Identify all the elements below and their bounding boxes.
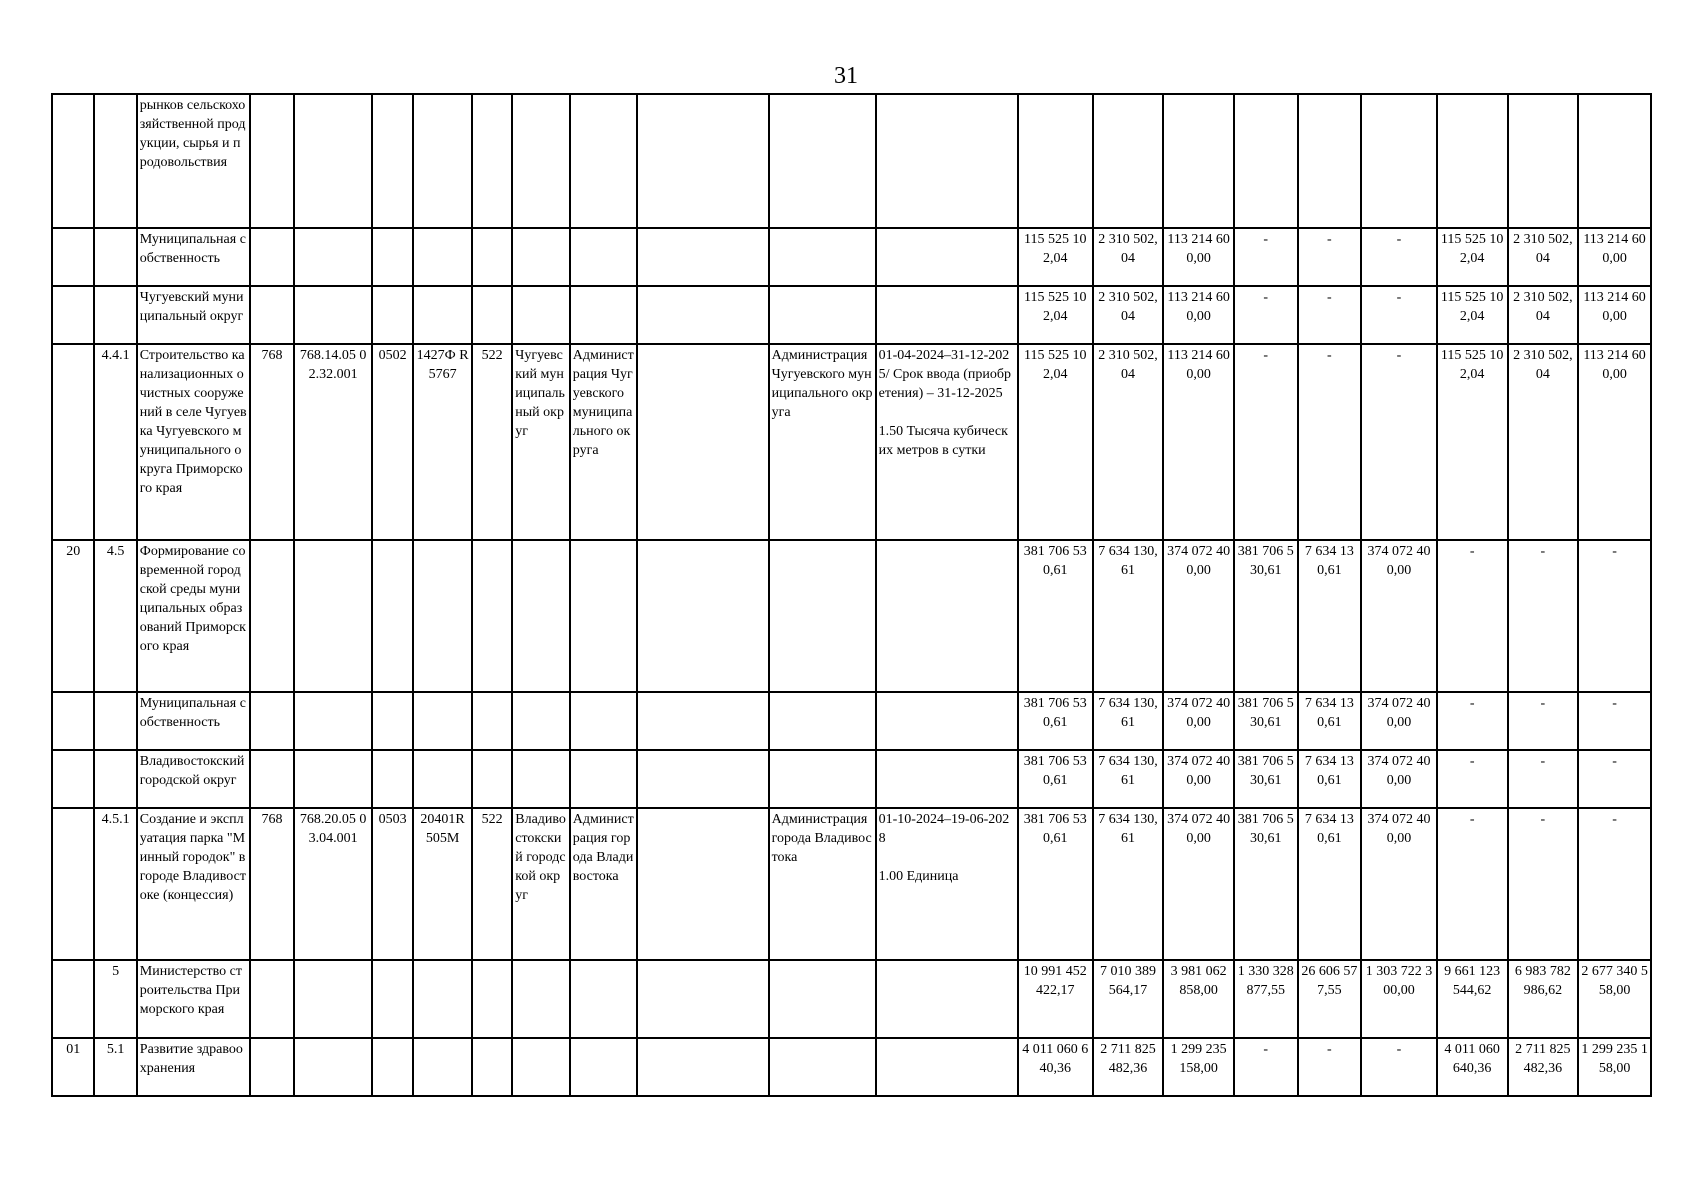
amount-cell: -: [1298, 344, 1362, 540]
amount-cell: -: [1234, 344, 1298, 540]
amount-cell: 9 661 123 544,62: [1437, 960, 1508, 1038]
amount-cell: 115 525 102,04: [1018, 286, 1093, 344]
amount-cell: 374 072 400,00: [1361, 750, 1437, 808]
dates-capacity: [876, 94, 1018, 228]
expense-type: [472, 750, 512, 808]
npa-code: [294, 94, 372, 228]
table-row: [52, 808, 1651, 960]
section-subsection: [372, 94, 413, 228]
grbs-code: [250, 1038, 294, 1096]
expense-type: 522: [472, 808, 512, 960]
amount-cell: 115 525 102,04: [1018, 344, 1093, 540]
section-subsection: 0502: [372, 344, 413, 540]
target-article: [413, 94, 472, 228]
amount-cell: 7 634 130,61: [1093, 808, 1164, 960]
customer: [769, 540, 876, 692]
amount-cell: 381 706 530,61: [1018, 750, 1093, 808]
amount-cell: -: [1361, 286, 1437, 344]
section-subsection: [372, 286, 413, 344]
target-article: [413, 286, 472, 344]
amount-cell: 2 711 825 482,36: [1508, 1038, 1579, 1096]
amount-cell: -: [1234, 228, 1298, 286]
grbs-code: [250, 286, 294, 344]
amount-cell: -: [1361, 228, 1437, 286]
amount-cell: 113 214 600,00: [1578, 286, 1651, 344]
amount-cell: -: [1578, 540, 1651, 692]
amount-cell: 7 634 130,61: [1298, 540, 1362, 692]
dates-capacity: [876, 1038, 1018, 1096]
object-name: Чугуевский муниципальный округ: [137, 286, 250, 344]
section-subsection: [372, 750, 413, 808]
amount-cell: 7 634 130,61: [1298, 808, 1362, 960]
grbs-code: [250, 960, 294, 1038]
expense-type: [472, 228, 512, 286]
amount-cell: 381 706 530,61: [1018, 808, 1093, 960]
target-article: [413, 540, 472, 692]
expense-type: [472, 1038, 512, 1096]
dates-capacity: [876, 692, 1018, 750]
empty-column: [637, 960, 768, 1038]
empty-column: [637, 750, 768, 808]
municipality: Владивостокский городской округ: [512, 808, 570, 960]
amount-cell: 2 310 502,04: [1093, 228, 1164, 286]
amount-cell: 374 072 400,00: [1163, 692, 1234, 750]
grbs-code: 768: [250, 344, 294, 540]
object-name: Министерство строительства Приморского края: [137, 960, 250, 1038]
section-subsection: [372, 540, 413, 692]
table-row: [52, 540, 1651, 692]
section-code: [94, 750, 136, 808]
amount-cell: 7 010 389 564,17: [1093, 960, 1164, 1038]
dates-capacity: [876, 750, 1018, 808]
npa-code: 768.20.05 03.04.001: [294, 808, 372, 960]
table-row: [52, 94, 1651, 228]
row-number: [52, 692, 94, 750]
dates-capacity: 01-04-2024–31-12-2025/ Срок ввода (приобретения) – 31-12-2025 1.50 Тысяча кубических метров в сутки: [876, 344, 1018, 540]
row-number: [52, 960, 94, 1038]
npa-code: [294, 692, 372, 750]
object-name: Муниципальная собственность: [137, 228, 250, 286]
amount-cell: 2 310 502,04: [1508, 286, 1579, 344]
table-row: [52, 286, 1651, 344]
expense-type: [472, 692, 512, 750]
empty-column: [637, 1038, 768, 1096]
table-row: [52, 692, 1651, 750]
amount-cell: [1361, 94, 1437, 228]
amount-cell: 7 634 130,61: [1093, 540, 1164, 692]
empty-column: [637, 286, 768, 344]
grbs-code: 768: [250, 808, 294, 960]
table-row: [52, 750, 1651, 808]
grbs-code: [250, 228, 294, 286]
amount-cell: 381 706 530,61: [1234, 692, 1298, 750]
section-subsection: [372, 1038, 413, 1096]
amount-cell: [1163, 94, 1234, 228]
recipient: [570, 750, 638, 808]
amount-cell: -: [1437, 692, 1508, 750]
row-number: [52, 286, 94, 344]
municipality: [512, 960, 570, 1038]
amount-cell: 2 310 502,04: [1508, 228, 1579, 286]
amount-cell: 113 214 600,00: [1163, 286, 1234, 344]
amount-cell: [1018, 94, 1093, 228]
section-code: 4.4.1: [94, 344, 136, 540]
amount-cell: -: [1361, 344, 1437, 540]
amount-cell: 7 634 130,61: [1093, 692, 1164, 750]
expense-type: 522: [472, 344, 512, 540]
municipality: [512, 750, 570, 808]
target-article: [413, 750, 472, 808]
dates-capacity: [876, 286, 1018, 344]
amount-cell: 2 310 502,04: [1093, 344, 1164, 540]
amount-cell: 6 983 782 986,62: [1508, 960, 1579, 1038]
empty-column: [637, 692, 768, 750]
dates-capacity: [876, 960, 1018, 1038]
amount-cell: -: [1234, 286, 1298, 344]
amount-cell: -: [1437, 808, 1508, 960]
recipient: [570, 692, 638, 750]
amount-cell: 374 072 400,00: [1163, 808, 1234, 960]
grbs-code: [250, 692, 294, 750]
recipient: Администрация Чугуевского муниципального округа: [570, 344, 638, 540]
expense-type: [472, 960, 512, 1038]
amount-cell: 26 606 577,55: [1298, 960, 1362, 1038]
recipient: [570, 540, 638, 692]
target-article: 1427Ф R5767: [413, 344, 472, 540]
amount-cell: -: [1298, 286, 1362, 344]
section-code: [94, 692, 136, 750]
npa-code: [294, 750, 372, 808]
amount-cell: 115 525 102,04: [1437, 286, 1508, 344]
municipality: [512, 94, 570, 228]
row-number: [52, 750, 94, 808]
customer: [769, 94, 876, 228]
object-name: Создание и эксплуатация парка "Минный городок" в городе Владивостоке (концессия): [137, 808, 250, 960]
amount-cell: -: [1508, 692, 1579, 750]
section-code: 4.5.1: [94, 808, 136, 960]
budget-table: [51, 93, 1652, 1097]
amount-cell: 4 011 060 640,36: [1437, 1038, 1508, 1096]
amount-cell: -: [1437, 750, 1508, 808]
npa-code: [294, 960, 372, 1038]
amount-cell: -: [1508, 540, 1579, 692]
section-code: [94, 94, 136, 228]
object-name: Развитие здравоохранения: [137, 1038, 250, 1096]
amount-cell: -: [1298, 228, 1362, 286]
target-article: [413, 960, 472, 1038]
amount-cell: 115 525 102,04: [1018, 228, 1093, 286]
dates-capacity: 01-10-2024–19-06-2028 1.00 Единица: [876, 808, 1018, 960]
grbs-code: [250, 94, 294, 228]
recipient: [570, 960, 638, 1038]
empty-column: [637, 94, 768, 228]
target-article: 20401R 505M: [413, 808, 472, 960]
amount-cell: 113 214 600,00: [1578, 344, 1651, 540]
section-code: 5.1: [94, 1038, 136, 1096]
amount-cell: [1298, 94, 1362, 228]
recipient: [570, 228, 638, 286]
amount-cell: 381 706 530,61: [1234, 808, 1298, 960]
amount-cell: -: [1578, 750, 1651, 808]
amount-cell: 115 525 102,04: [1437, 228, 1508, 286]
amount-cell: 374 072 400,00: [1361, 540, 1437, 692]
amount-cell: 381 706 530,61: [1234, 750, 1298, 808]
amount-cell: 381 706 530,61: [1018, 692, 1093, 750]
npa-code: [294, 1038, 372, 1096]
municipality: [512, 286, 570, 344]
recipient: [570, 94, 638, 228]
section-code: 5: [94, 960, 136, 1038]
amount-cell: 1 330 328 877,55: [1234, 960, 1298, 1038]
amount-cell: 1 299 235 158,00: [1163, 1038, 1234, 1096]
customer: [769, 1038, 876, 1096]
expense-type: [472, 286, 512, 344]
target-article: [413, 692, 472, 750]
amount-cell: 381 706 530,61: [1018, 540, 1093, 692]
amount-cell: -: [1578, 808, 1651, 960]
amount-cell: 113 214 600,00: [1578, 228, 1651, 286]
amount-cell: -: [1298, 1038, 1362, 1096]
amount-cell: 381 706 530,61: [1234, 540, 1298, 692]
amount-cell: 374 072 400,00: [1361, 808, 1437, 960]
row-number: 20: [52, 540, 94, 692]
municipality: [512, 540, 570, 692]
table-row: [52, 960, 1651, 1038]
amount-cell: -: [1361, 1038, 1437, 1096]
customer: [769, 750, 876, 808]
empty-column: [637, 540, 768, 692]
amount-cell: -: [1437, 540, 1508, 692]
amount-cell: 3 981 062 858,00: [1163, 960, 1234, 1038]
row-number: [52, 94, 94, 228]
dates-capacity: [876, 228, 1018, 286]
amount-cell: 2 310 502,04: [1508, 344, 1579, 540]
npa-code: [294, 540, 372, 692]
amount-cell: 113 214 600,00: [1163, 228, 1234, 286]
section-code: [94, 286, 136, 344]
empty-column: [637, 808, 768, 960]
amount-cell: 2 310 502,04: [1093, 286, 1164, 344]
empty-column: [637, 228, 768, 286]
npa-code: [294, 228, 372, 286]
recipient: [570, 1038, 638, 1096]
amount-cell: [1437, 94, 1508, 228]
amount-cell: -: [1578, 692, 1651, 750]
amount-cell: 374 072 400,00: [1361, 692, 1437, 750]
expense-type: [472, 540, 512, 692]
amount-cell: 115 525 102,04: [1437, 344, 1508, 540]
section-subsection: 0503: [372, 808, 413, 960]
municipality: [512, 228, 570, 286]
npa-code: 768.14.05 02.32.001: [294, 344, 372, 540]
row-number: 01: [52, 1038, 94, 1096]
amount-cell: -: [1508, 808, 1579, 960]
table-row: [52, 344, 1651, 540]
amount-cell: 7 634 130,61: [1093, 750, 1164, 808]
empty-column: [637, 344, 768, 540]
object-name: Строительство канализационных очистных сооружений в селе Чугуевка Чугуевского муниципального округа Приморского края: [137, 344, 250, 540]
amount-cell: 10 991 452 422,17: [1018, 960, 1093, 1038]
dates-capacity: [876, 540, 1018, 692]
amount-cell: 374 072 400,00: [1163, 540, 1234, 692]
npa-code: [294, 286, 372, 344]
table-row: [52, 1038, 1651, 1096]
section-subsection: [372, 692, 413, 750]
amount-cell: 1 299 235 158,00: [1578, 1038, 1651, 1096]
customer: Администрация Чугуевского муниципального округа: [769, 344, 876, 540]
amount-cell: [1234, 94, 1298, 228]
amount-cell: 4 011 060 640,36: [1018, 1038, 1093, 1096]
amount-cell: 7 634 130,61: [1298, 750, 1362, 808]
municipality: [512, 1038, 570, 1096]
amount-cell: 2 677 340 558,00: [1578, 960, 1651, 1038]
section-code: [94, 228, 136, 286]
grbs-code: [250, 750, 294, 808]
amount-cell: [1093, 94, 1164, 228]
target-article: [413, 228, 472, 286]
amount-cell: 7 634 130,61: [1298, 692, 1362, 750]
amount-cell: [1578, 94, 1651, 228]
customer: [769, 960, 876, 1038]
amount-cell: 374 072 400,00: [1163, 750, 1234, 808]
municipality: Чугуевский муниципальный округ: [512, 344, 570, 540]
table-row: [52, 228, 1651, 286]
object-name: Формирование современной городской среды муниципальных образований Приморского края: [137, 540, 250, 692]
row-number: [52, 344, 94, 540]
customer: [769, 228, 876, 286]
customer: Администрация города Владивостока: [769, 808, 876, 960]
amount-cell: -: [1508, 750, 1579, 808]
row-number: [52, 808, 94, 960]
object-name: Муниципальная собственность: [137, 692, 250, 750]
customer: [769, 286, 876, 344]
section-subsection: [372, 228, 413, 286]
municipality: [512, 692, 570, 750]
section-code: 4.5: [94, 540, 136, 692]
row-number: [52, 228, 94, 286]
target-article: [413, 1038, 472, 1096]
amount-cell: 2 711 825 482,36: [1093, 1038, 1164, 1096]
amount-cell: 1 303 722 300,00: [1361, 960, 1437, 1038]
amount-cell: [1508, 94, 1579, 228]
page-number: 31: [834, 63, 858, 89]
customer: [769, 692, 876, 750]
recipient: Администрация города Владивостока: [570, 808, 638, 960]
amount-cell: 113 214 600,00: [1163, 344, 1234, 540]
expense-type: [472, 94, 512, 228]
amount-cell: -: [1234, 1038, 1298, 1096]
section-subsection: [372, 960, 413, 1038]
object-name: Владивостокский городской округ: [137, 750, 250, 808]
object-name: рынков сельскохозяйственной продукции, сырья и продовольствия: [137, 94, 250, 228]
recipient: [570, 286, 638, 344]
grbs-code: [250, 540, 294, 692]
